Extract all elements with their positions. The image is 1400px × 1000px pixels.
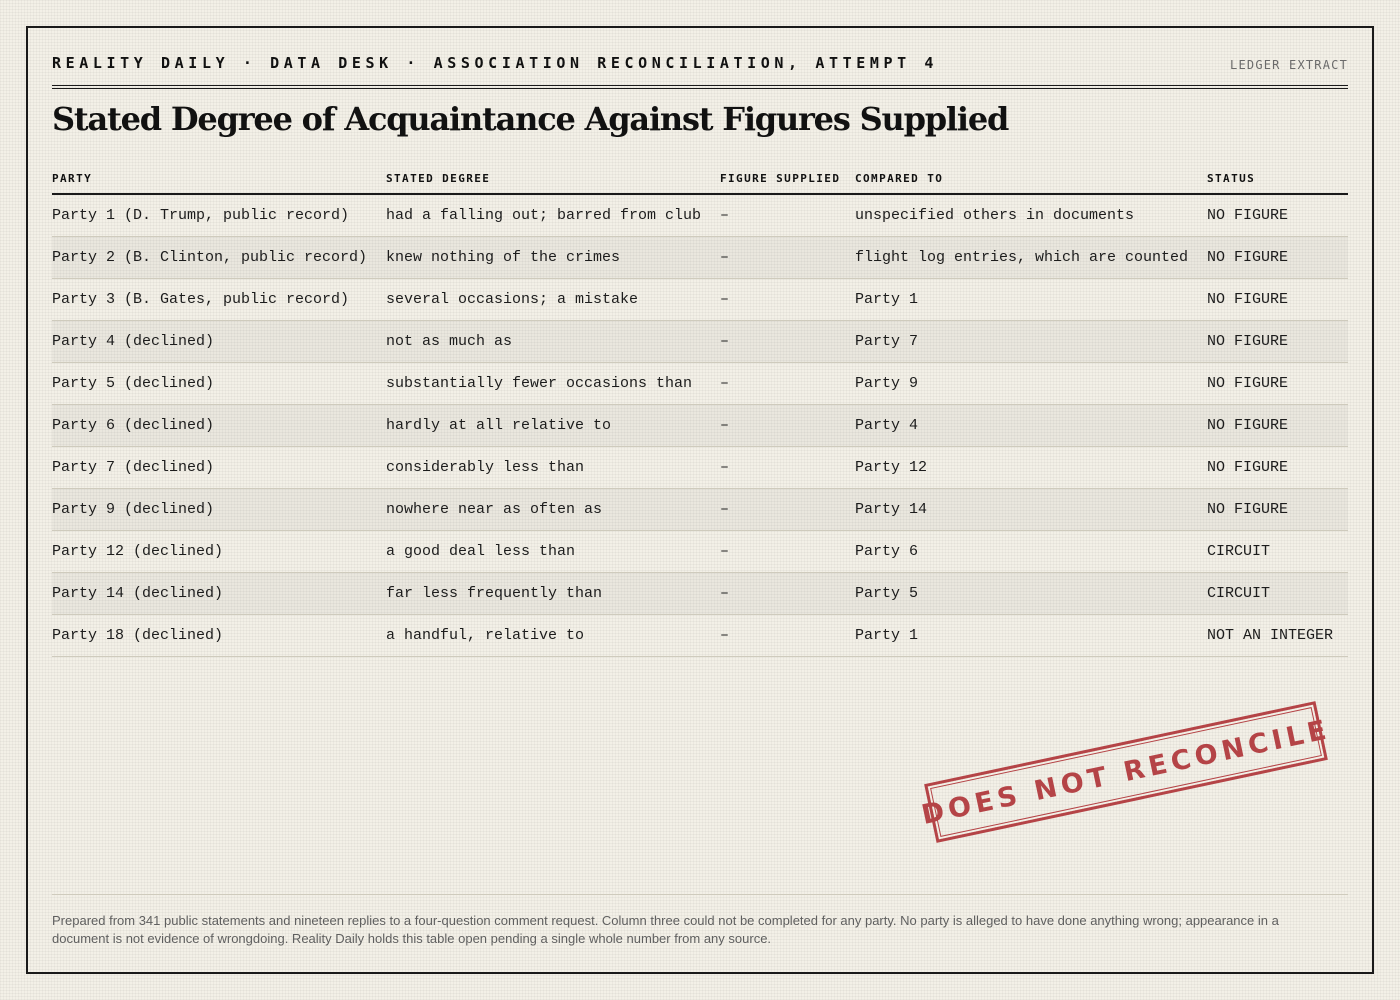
cell-status: CIRCUIT xyxy=(1207,531,1348,573)
masthead-title: REALITY DAILY · DATA DESK · ASSOCIATION RECONCILIATION, ATTEMPT 4 xyxy=(52,54,938,72)
ledger-table xyxy=(52,164,1348,657)
cell-stated-degree: considerably less than xyxy=(386,447,720,489)
cell-status: NO FIGURE xyxy=(1207,237,1348,279)
cell-stated-degree: a good deal less than xyxy=(386,531,720,573)
cell-party: Party 7 (declined) xyxy=(52,447,386,489)
cell-compared-to: Party 7 xyxy=(855,321,1207,363)
cell-party: Party 12 (declined) xyxy=(52,531,386,573)
cell-status: NO FIGURE xyxy=(1207,279,1348,321)
column-header-figure-supplied: FIGURE SUPPLIED xyxy=(720,164,855,194)
cell-compared-to: Party 14 xyxy=(855,489,1207,531)
cell-figure-supplied: – xyxy=(720,194,855,237)
footer-rule xyxy=(52,894,1348,895)
cell-compared-to: Party 5 xyxy=(855,573,1207,615)
cell-figure-supplied: – xyxy=(720,405,855,447)
cell-status: NO FIGURE xyxy=(1207,321,1348,363)
cell-compared-to: Party 4 xyxy=(855,405,1207,447)
cell-compared-to: unspecified others in documents xyxy=(855,194,1207,237)
cell-figure-supplied: – xyxy=(720,531,855,573)
table-row xyxy=(52,615,1348,657)
cell-stated-degree: substantially fewer occasions than xyxy=(386,363,720,405)
cell-stated-degree: not as much as xyxy=(386,321,720,363)
cell-party: Party 2 (B. Clinton, public record) xyxy=(52,237,386,279)
cell-party: Party 4 (declined) xyxy=(52,321,386,363)
ledger-sheet xyxy=(26,26,1374,974)
column-header-party: PARTY xyxy=(52,164,386,194)
cell-party: Party 9 (declined) xyxy=(52,489,386,531)
cell-party: Party 14 (declined) xyxy=(52,573,386,615)
table-row xyxy=(52,531,1348,573)
cell-stated-degree: a handful, relative to xyxy=(386,615,720,657)
cell-party: Party 6 (declined) xyxy=(52,405,386,447)
cell-stated-degree: far less frequently than xyxy=(386,573,720,615)
table-row xyxy=(52,363,1348,405)
column-header-stated-degree: STATED DEGREE xyxy=(386,164,720,194)
cell-compared-to: flight log entries, which are counted xyxy=(855,237,1207,279)
cell-stated-degree: several occasions; a mistake xyxy=(386,279,720,321)
cell-figure-supplied: – xyxy=(720,237,855,279)
masthead-tag: LEDGER EXTRACT xyxy=(1230,58,1348,72)
cell-status: NO FIGURE xyxy=(1207,489,1348,531)
table-row xyxy=(52,573,1348,615)
does-not-reconcile-stamp: DOES NOT RECONCILE xyxy=(924,701,1328,843)
cell-party: Party 5 (declined) xyxy=(52,363,386,405)
cell-figure-supplied: – xyxy=(720,615,855,657)
cell-party: Party 3 (B. Gates, public record) xyxy=(52,279,386,321)
column-header-compared-to: COMPARED TO xyxy=(855,164,1207,194)
cell-figure-supplied: – xyxy=(720,489,855,531)
cell-status: CIRCUIT xyxy=(1207,573,1348,615)
table-row xyxy=(52,405,1348,447)
cell-compared-to: Party 6 xyxy=(855,531,1207,573)
table-row xyxy=(52,489,1348,531)
cell-stated-degree: had a falling out; barred from club xyxy=(386,194,720,237)
table-row xyxy=(52,447,1348,489)
table-row xyxy=(52,321,1348,363)
cell-status: NO FIGURE xyxy=(1207,194,1348,237)
column-header-status: STATUS xyxy=(1207,164,1348,194)
cell-compared-to: Party 9 xyxy=(855,363,1207,405)
cell-figure-supplied: – xyxy=(720,573,855,615)
cell-compared-to: Party 12 xyxy=(855,447,1207,489)
masthead-rule xyxy=(52,85,1348,89)
cell-stated-degree: knew nothing of the crimes xyxy=(386,237,720,279)
cell-stated-degree: nowhere near as often as xyxy=(386,489,720,531)
page-title: Stated Degree of Acquaintance Against Figures Supplied xyxy=(52,100,1009,138)
cell-figure-supplied: – xyxy=(720,321,855,363)
table-header-row xyxy=(52,164,1348,194)
masthead xyxy=(52,54,1348,86)
cell-stated-degree: hardly at all relative to xyxy=(386,405,720,447)
cell-party: Party 1 (D. Trump, public record) xyxy=(52,194,386,237)
table-row xyxy=(52,194,1348,237)
cell-status: NOT AN INTEGER xyxy=(1207,615,1348,657)
cell-compared-to: Party 1 xyxy=(855,279,1207,321)
cell-status: NO FIGURE xyxy=(1207,447,1348,489)
cell-figure-supplied: – xyxy=(720,447,855,489)
table-row xyxy=(52,279,1348,321)
cell-compared-to: Party 1 xyxy=(855,615,1207,657)
cell-status: NO FIGURE xyxy=(1207,405,1348,447)
cell-figure-supplied: – xyxy=(720,363,855,405)
table-row xyxy=(52,237,1348,279)
footnote: Prepared from 341 public statements and nineteen replies to a four-question comment request. Column three could not be completed for any party. No party is alleged to have done anything wrong; appearance in a document is not evidence of wrongdoing. Reality Daily holds this table open pending a single whole number from any source. xyxy=(52,913,1279,946)
cell-party: Party 18 (declined) xyxy=(52,615,386,657)
cell-status: NO FIGURE xyxy=(1207,363,1348,405)
cell-figure-supplied: – xyxy=(720,279,855,321)
